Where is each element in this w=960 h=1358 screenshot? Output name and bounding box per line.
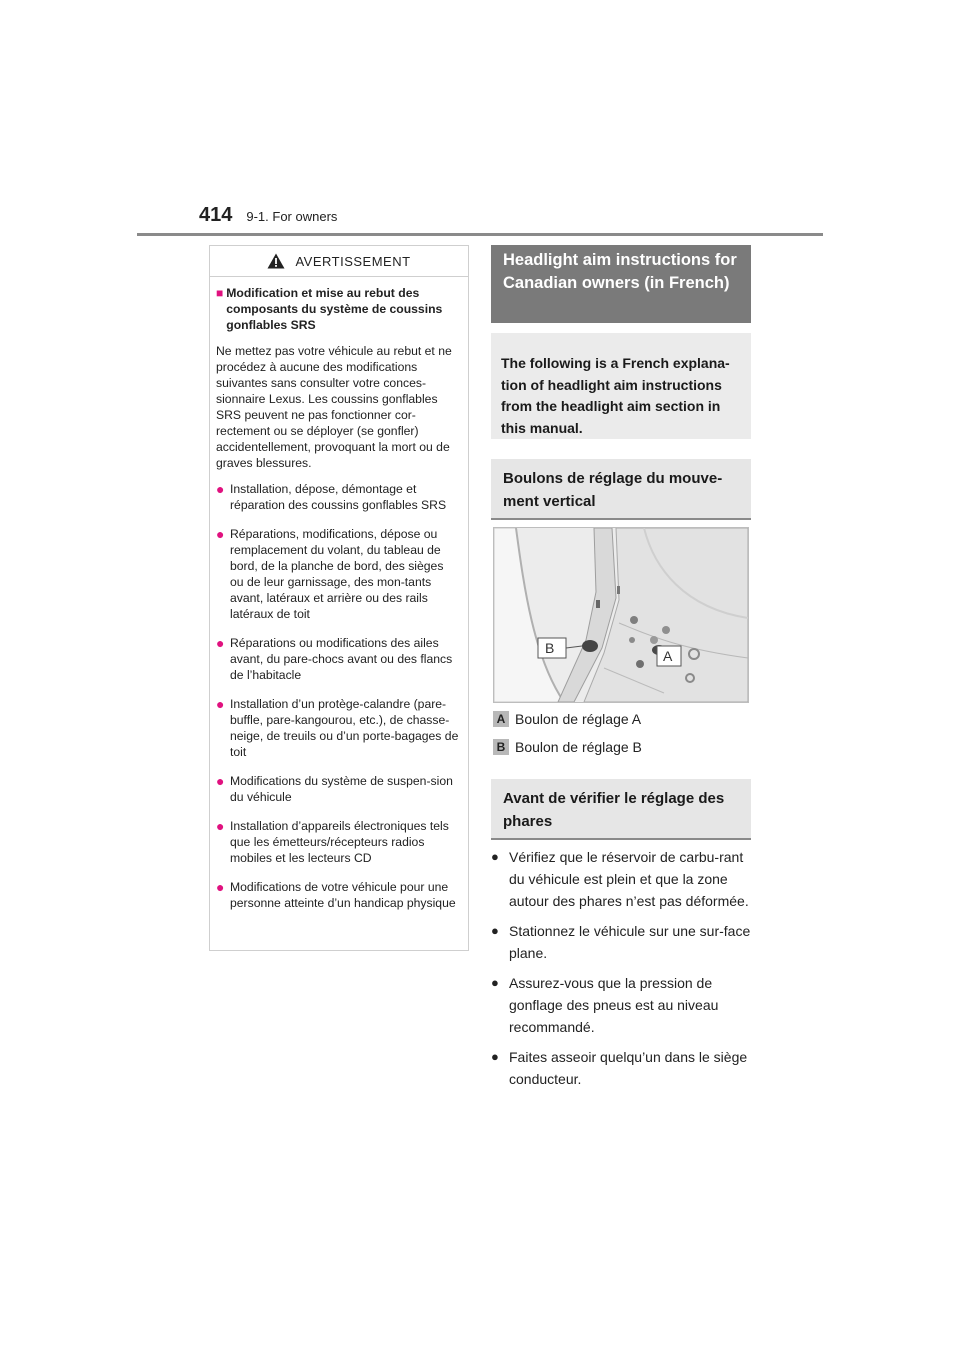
- warning-bullet: [216, 481, 460, 513]
- figure-label-b: B: [545, 640, 555, 656]
- checklist: [491, 846, 751, 1098]
- legend-text-b: Boulon de réglage B: [515, 739, 642, 755]
- page-number: 414: [199, 204, 233, 226]
- warning-paragraph: Ne mettez pas votre véhicule au rebut et ne procédez à aucune des modifications suivantes sans consulter votre conces-sionnaire Lexus. Les coussins gonflables SRS peuvent ne pas fonctionner cor-rectement ou se déployer (se gonfler) accidentellement, provoquant la mort ou de graves blessures.: [216, 344, 452, 470]
- page-header: [199, 204, 337, 227]
- header-divider: [137, 233, 823, 236]
- intro-box: The following is a French explana-tion of headlight aim instructions from the headlight aim section in this manual.: [491, 333, 751, 439]
- legend-key-b: B: [493, 739, 509, 755]
- bullet-dot-icon: ●: [216, 481, 225, 497]
- checklist-text: Faites asseoir quelqu’un dans le siège conducteur.: [509, 1049, 748, 1087]
- checklist-text: Stationnez le véhicule sur une sur-face plane.: [509, 923, 751, 961]
- bullet-dot-icon: ●: [491, 849, 499, 864]
- figure-label-a: A: [663, 648, 673, 664]
- warning-bullet: [216, 773, 460, 805]
- subheading-bolts: Boulons de réglage du mouve-ment vertical: [491, 459, 751, 520]
- checklist-text: Vérifiez que le réservoir de carbu-rant du véhicule est plein et que la zone autour des phares n’est pas déformée.: [509, 849, 749, 909]
- checklist-text: Assurez-vous que la pression de gonflage des pneus est au niveau recommandé.: [509, 975, 719, 1035]
- legend-item-b: [493, 739, 642, 755]
- warning-bullet-text: Réparations, modifications, dépose ou remplacement du volant, du tableau de bord, de la planche de bord, des sièges ou de leur garnissage, des mon-tants avant, latéraux et arrière ou des rails latéraux de toit: [230, 527, 444, 621]
- bullet-dot-icon: ●: [491, 975, 499, 990]
- headlight-figure: [493, 527, 749, 703]
- warning-bullet: [216, 696, 460, 760]
- right-column: [491, 245, 751, 520]
- bullet-dot-icon: ●: [216, 879, 225, 895]
- checklist-item: [491, 972, 751, 1038]
- warning-bullet-text: Réparations ou modifications des ailes avant, du pare-chocs avant ou des flancs de l’habitacle: [230, 636, 453, 682]
- bullet-dot-icon: ●: [216, 773, 225, 789]
- warning-bullet-text: Modifications de votre véhicule pour une personne atteinte d’un handicap physique: [230, 880, 456, 910]
- legend-text-a: Boulon de réglage A: [515, 711, 642, 727]
- bullet-dot-icon: ●: [491, 923, 499, 938]
- legend-item-a: [493, 711, 641, 727]
- warning-bullet: [216, 635, 460, 683]
- warning-subheading-text: Modification et mise au rebut des composants du système de coussins gonflables SRS: [226, 286, 443, 332]
- bullet-dot-icon: ●: [216, 818, 225, 834]
- warning-bullet-text: Installation, dépose, démontage et réparation des coussins gonflables SRS: [230, 482, 447, 512]
- headlight-illustration: [494, 528, 748, 702]
- warning-triangle-icon: [267, 253, 285, 269]
- warning-bullet-text: Installation d’un protège-calandre (pare-buffle, pare-kangourou, etc.), de chasse-neige, de treuils ou d’un porte-bagages de toit: [230, 697, 459, 759]
- warning-bullet: [216, 879, 460, 911]
- warning-box: [209, 245, 469, 951]
- checklist-item: [491, 920, 751, 964]
- warning-bullet-text: Installation d’appareils électroniques tels que les émetteurs/récepteurs radios mobiles et les lecteurs CD: [230, 819, 449, 865]
- checklist-item: [491, 1046, 751, 1090]
- bullet-dot-icon: ●: [216, 696, 225, 712]
- main-heading: Headlight aim instructions for Canadian owners (in French): [491, 245, 751, 323]
- warning-bullet: [216, 818, 460, 866]
- warning-header: [210, 246, 468, 277]
- warning-bullet-text: Modifications du système de suspen-sion du véhicule: [230, 774, 453, 804]
- warning-body: [210, 277, 468, 911]
- legend-key-a: A: [493, 711, 509, 727]
- warning-title: AVERTISSEMENT: [295, 253, 411, 269]
- warning-subheading: [216, 285, 460, 333]
- subheading-before-check: Avant de vérifier le réglage des phares: [491, 779, 751, 840]
- checklist-item: [491, 846, 751, 912]
- warning-bullet: [216, 526, 460, 622]
- bullet-dot-icon: ●: [216, 635, 225, 651]
- square-bullet-icon: ■: [216, 286, 224, 300]
- section-title: 9-1. For owners: [246, 209, 338, 224]
- bullet-dot-icon: ●: [216, 526, 225, 542]
- bullet-dot-icon: ●: [491, 1049, 499, 1064]
